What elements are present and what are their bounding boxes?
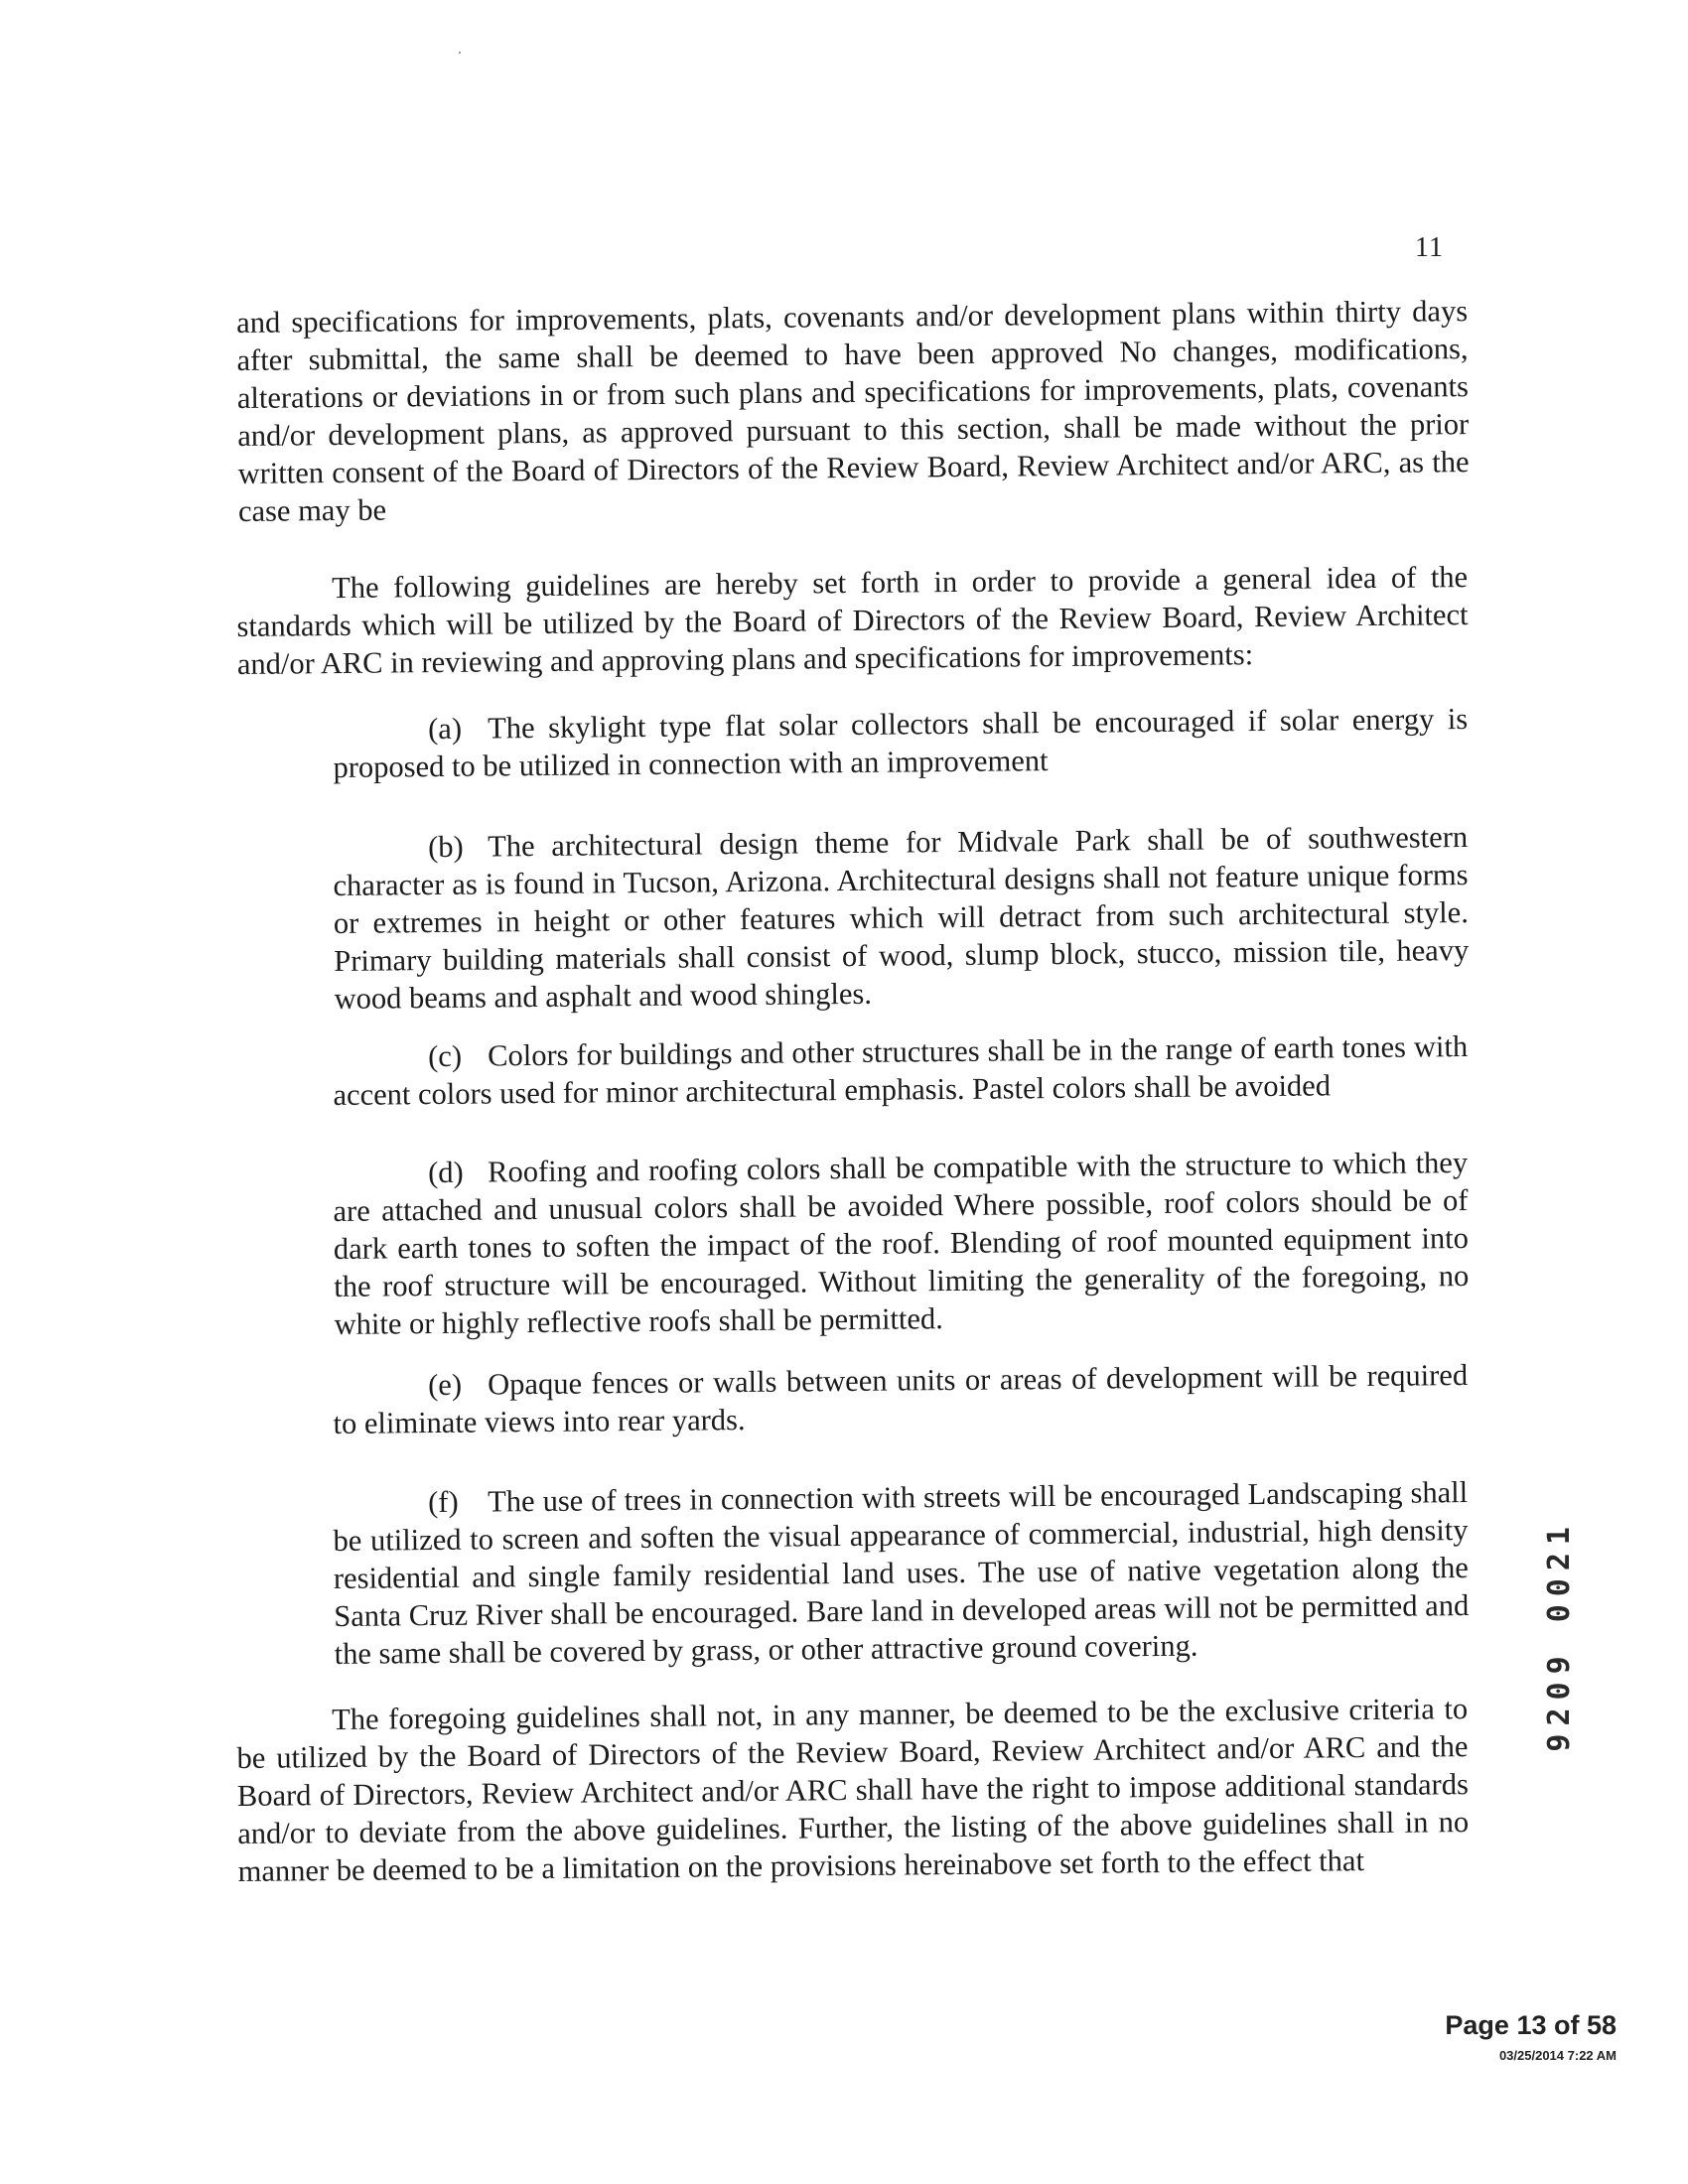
footer-timestamp: 03/25/2014 7:22 AM: [1498, 2048, 1617, 2063]
guideline-item-f: [333, 1473, 1470, 1673]
item-text: The architectural design theme for Midvale Park shall be of southwestern character as is found in Tucson, Arizona. Architectural designs shall not feature unique forms or extremes in height or other features which will detract from such architectural style. Primary building materials shall consist of wood, slump block, stucco, mission tile, heavy wood beams and asphalt and wood shingles.: [333, 820, 1470, 1016]
guideline-item-e: [333, 1356, 1469, 1442]
item-text: Opaque fences or walls between units or areas of development will be required to eliminate views into rear yards.: [333, 1358, 1469, 1440]
item-marker: (c): [428, 1038, 463, 1074]
item-marker: (f): [428, 1484, 459, 1520]
item-text: The use of trees in connection with streets will be encouraged Landscaping shall be utilized to screen and soften the visual appearance of commercial, industrial, high density residential and single family residential land uses. The use of native vegetation along the Santa Cruz River shall be encouraged. Bare land in developed areas will not be permitted and the same shall be covered by grass, or other attractive ground covering.: [333, 1475, 1470, 1671]
item-marker: (d): [428, 1155, 464, 1190]
paragraph-exclusive-criteria: The foregoing guidelines shall not, in any manner, be deemed to be the exclusive criteria to be utilized by the Board of Directors of the Review Board, Review Architect and/or ARC and the Board of Directors, Review Architect and/or ARC shall have the right to impose additional standards and/or to deviate from the above guidelines. Further, the listing of the above guidelines shall in no manner be deemed to be a limitation on the provisions hereinabove set forth to the effect that: [236, 1692, 1470, 1888]
paragraph-guidelines-intro: The following guidelines are hereby set forth in order to provide a general idea of the standards which will be utilized by the Board of Directors of the Review Board, Review Architect and/or ARC in reviewing and approving plans and specifications for improvements:: [236, 560, 1469, 681]
scan-speck: [459, 52, 461, 54]
recording-stamp: 9209 0021: [1542, 1519, 1577, 1752]
item-text: Colors for buildings and other structures shall be in the range of earth tones with accent colors used for minor architectural emphasis. Pastel colors shall be avoided: [333, 1029, 1469, 1112]
item-text: Roofing and roofing colors shall be compatible with the structure to which they are attached and unusual colors shall be avoided Where possible, roof colors should be of dark earth tones to soften the impact of the roof. Blending of roof mounted equipment into the roof structure will be encouraged. Without limiting the generality of the foregoing, no white or highly reflective roofs shall be permitted.: [333, 1146, 1470, 1341]
item-marker: (a): [428, 711, 463, 747]
item-marker: (b): [428, 829, 464, 865]
paragraph-approval: and specifications for improvements, plats, covenants and/or development plans within thirty days after submittal, the same shall be deemed to have been approved No changes, modifications, alterations or deviations in or from such plans and specifications for improvements, plats, covenants and/or development plans, as approved pursuant to this section, shall be made without the prior written consent of the Board of Directors of the Review Board, Review Architect and/or ARC, as the case may be: [236, 294, 1470, 528]
guideline-item-c: [333, 1027, 1469, 1114]
guideline-item-d: [333, 1144, 1470, 1343]
footer-page-label: Page 13 of 58: [1445, 2010, 1617, 2040]
item-marker: (e): [428, 1367, 463, 1403]
item-text: The skylight type flat solar collectors shall be encouraged if solar energy is proposed to be utilized in connection with an improvement: [333, 702, 1469, 784]
page-number: 11: [1415, 232, 1444, 263]
guideline-item-b: [333, 818, 1470, 1018]
guideline-item-a: [333, 700, 1469, 786]
